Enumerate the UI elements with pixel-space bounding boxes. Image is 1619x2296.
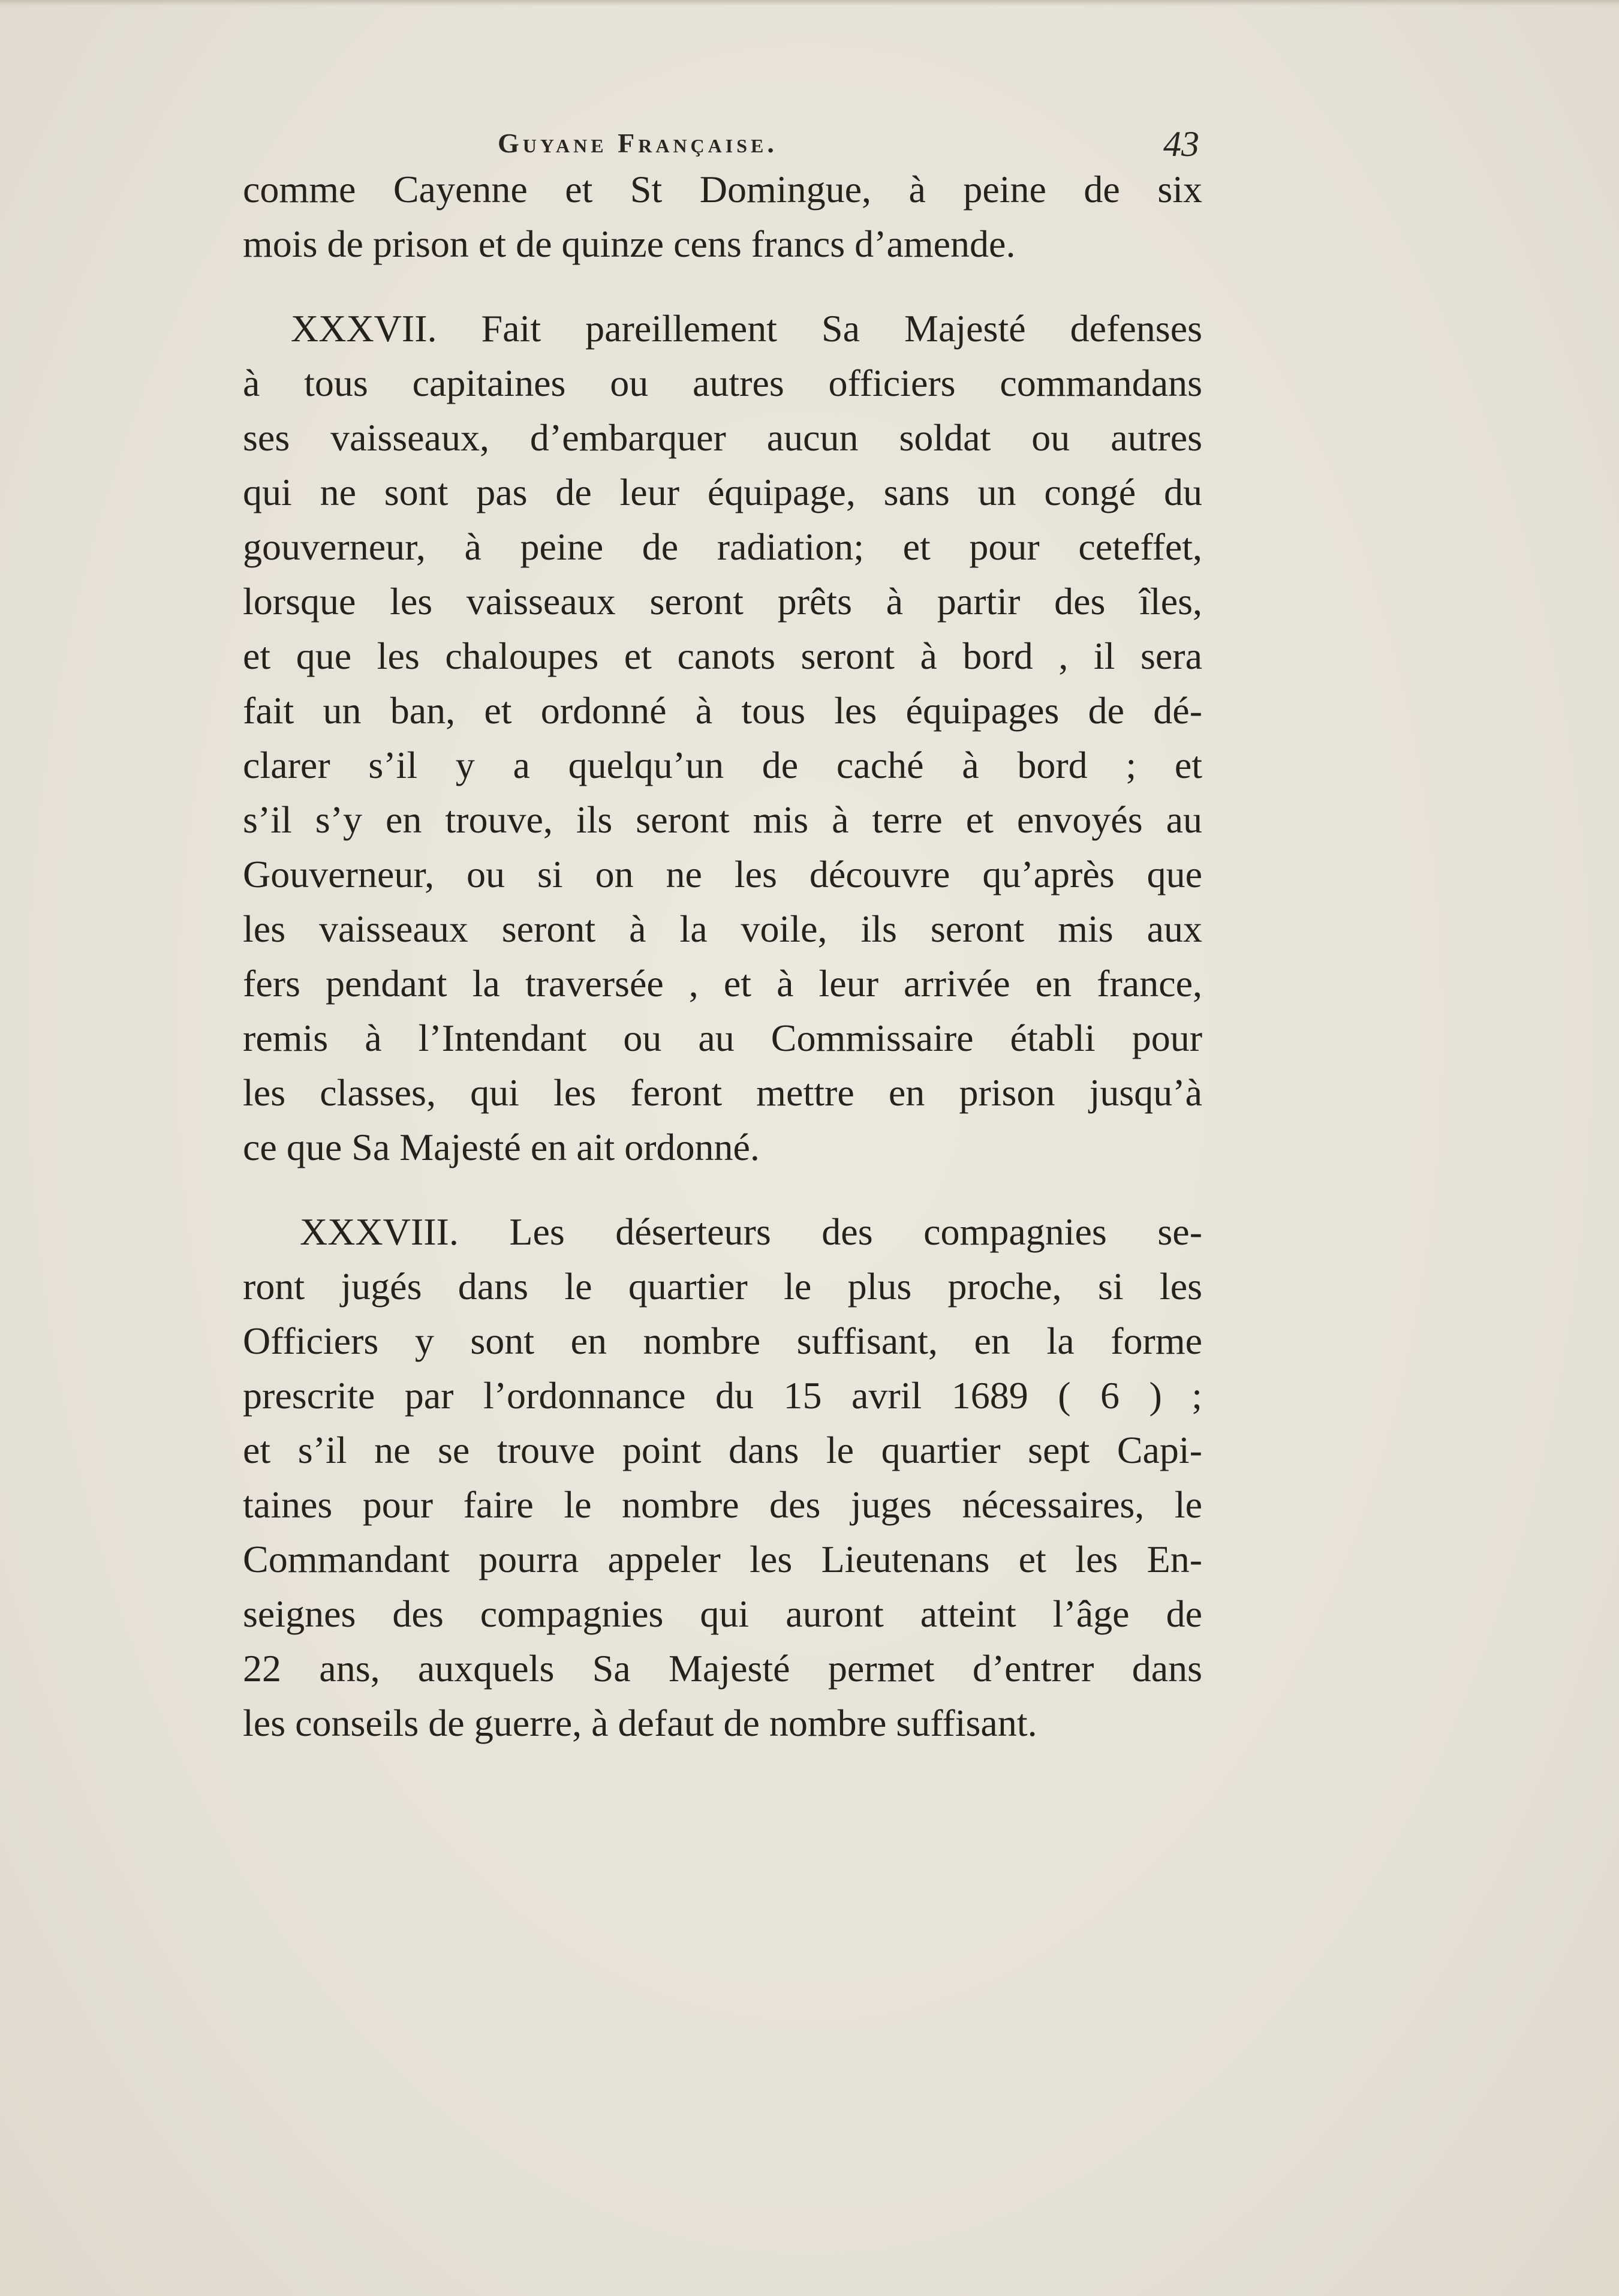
text-line: comme Cayenne et St Domingue, à peine de six [243,168,1202,211]
text-line: prescrite par l’ordonnance du 15 avril 1689 ( 6 ) ; [243,1374,1202,1417]
body-text [243,162,1202,1750]
text-line: taines pour faire le nombre des juges nécessaires, le [243,1483,1202,1526]
text-line: seignes des compagnies qui auront atteint l’âge de [243,1592,1202,1635]
text-line: fers pendant la traversée , et à leur arrivée en france, [243,962,1202,1005]
text-line: ses vaisseaux, d’embarquer aucun soldat ou autres [243,416,1202,459]
text-line: Officiers y sont en nombre suffisant, en la forme [243,1320,1202,1362]
text-line: remis à l’Intendant ou au Commissaire établi pour [243,1017,1202,1059]
text-line: à tous capitaines ou autres officiers commandans [243,362,1202,404]
running-title: Guyane Française. [498,128,778,158]
text-line: mois de prison et de quinze cens francs d’amende. [243,223,1016,265]
text-line: XXXVIII. Les déserteurs des compagnies se- [300,1210,1202,1253]
text-line: s’il s’y en trouve, ils seront mis à terre et envoyés au [243,798,1202,841]
text-line: Gouverneur, ou si on ne les découvre qu’après que [243,853,1202,895]
text-line: les conseils de guerre, à defaut de nombre suffisant. [243,1702,1037,1744]
text-line: XXXVII. Fait pareillement Sa Majesté defenses [291,307,1202,350]
text-line: et que les chaloupes et canots seront à bord , il sera [243,635,1202,677]
text-line: gouverneur, à peine de radiation; et pour ceteffet, [243,525,1202,568]
paragraph-continuation [243,162,1202,271]
article-xxxviii [243,1204,1202,1750]
text-line: qui ne sont pas de leur équipage, sans un congé du [243,471,1202,513]
text-line: ront jugés dans le quartier le plus proche, si les [243,1265,1202,1308]
text-line: 22 ans, auxquels Sa Majesté permet d’entrer dans [243,1647,1202,1690]
text-line: Commandant pourra appeler les Lieutenans et les En- [243,1538,1202,1580]
page-number: 43 [1163,124,1199,164]
article-xxxvii [243,301,1202,1174]
page-top-edge [0,0,1619,6]
text-line: les vaisseaux seront à la voile, ils seront mis aux [243,907,1202,950]
running-head [240,124,1211,164]
text-line: clarer s’il y a quelqu’un de caché à bord ; et [243,744,1202,786]
text-line: les classes, qui les feront mettre en prison jusqu’à [243,1071,1202,1114]
text-line: ce que Sa Majesté en ait ordonné. [243,1126,760,1168]
text-line: fait un ban, et ordonné à tous les équipages de dé- [243,689,1202,732]
text-line: et s’il ne se trouve point dans le quartier sept Capi- [243,1429,1202,1471]
text-line: lorsque les vaisseaux seront prêts à partir des îles, [243,580,1202,623]
